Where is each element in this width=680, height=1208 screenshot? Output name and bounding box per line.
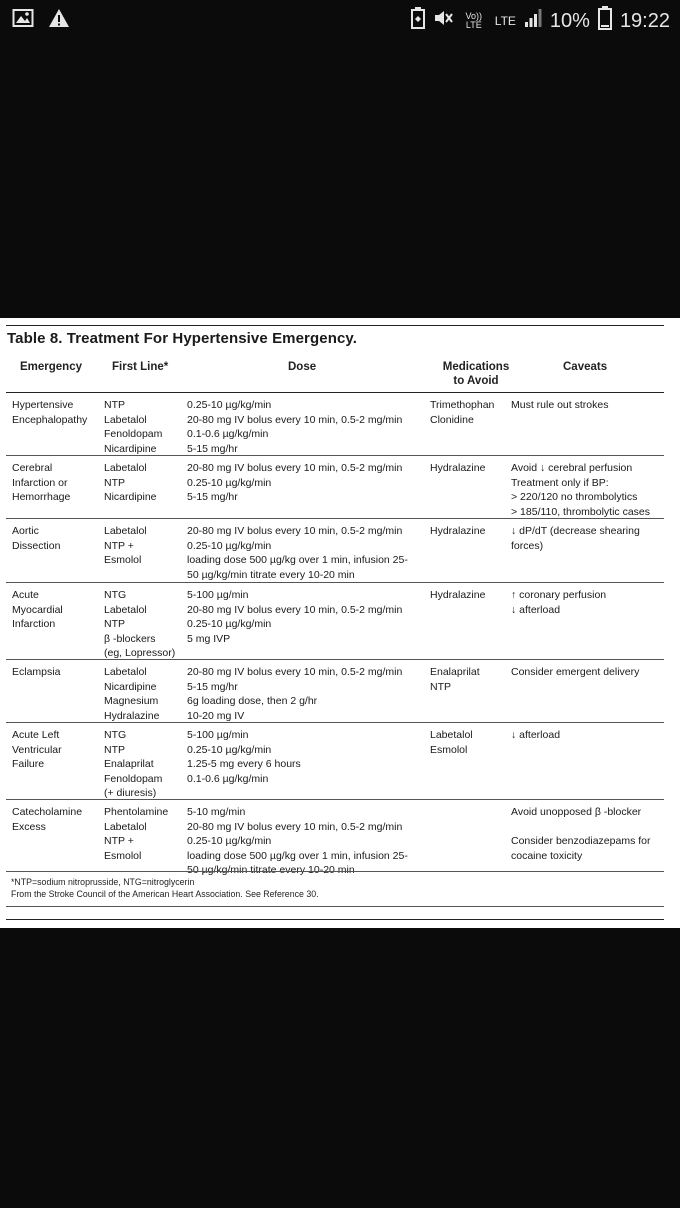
title-rule bbox=[6, 325, 664, 326]
header-emergency: Emergency bbox=[20, 361, 83, 373]
cell-avoid: Enalaprilat NTP bbox=[430, 666, 480, 693]
header-avoid: Medications to Avoid bbox=[442, 361, 510, 387]
image-icon bbox=[12, 8, 34, 33]
bottom-rule bbox=[6, 906, 664, 907]
cell-first-line: NTG NTP Enalaprilat Fenoldopam (+ diuresis) bbox=[104, 729, 163, 799]
cell-avoid: Labetalol Esmolol bbox=[430, 729, 473, 756]
header-caveats: Caveats bbox=[563, 361, 608, 373]
cell-first-line: NTP Labetalol Fenoldopam Nicardipine bbox=[104, 399, 163, 455]
cell-dose: 5-100 µg/min 0.25-10 µg/kg/min 1.25-5 mg every 6 hours 0.1-0.6 µg/kg/min bbox=[187, 729, 301, 785]
cell-dose: 20-80 mg IV bolus every 10 min, 0.5-2 mg/min 0.25-10 µg/kg/min loading dose 500 µg/kg over 1 min, infusion 25- 50 µg/kg/min titrate every 10-20 min bbox=[187, 525, 408, 581]
warning-icon bbox=[48, 8, 70, 33]
cell-emergency: Acute Myocardial Infarction bbox=[12, 589, 63, 630]
table-title: Table 8. Treatment For Hypertensive Emergency. bbox=[7, 330, 358, 347]
cell-emergency: Catecholamine Excess bbox=[12, 806, 83, 833]
cell-first-line: Labetalol Nicardipine Magnesium Hydralazine bbox=[104, 666, 160, 722]
treatment-table bbox=[6, 352, 664, 878]
cell-caveats: Must rule out strokes bbox=[511, 399, 609, 411]
header-dose: Dose bbox=[288, 361, 317, 373]
status-bar bbox=[0, 0, 680, 40]
cell-avoid: Hydralazine bbox=[430, 525, 486, 537]
cell-emergency: Acute Left Ventricular Failure bbox=[12, 729, 62, 770]
cell-first-line: Labetalol NTP Nicardipine bbox=[104, 462, 157, 503]
cell-caveats: ↓ afterload bbox=[511, 729, 561, 741]
table-row bbox=[6, 393, 664, 456]
document-image bbox=[0, 318, 680, 928]
battery-saver-icon bbox=[411, 7, 425, 35]
footer-rule bbox=[6, 871, 664, 872]
cell-caveats: ↑ coronary perfusion ↓ afterload bbox=[511, 589, 607, 616]
table-row bbox=[6, 800, 664, 878]
cell-caveats: Avoid unopposed β -blocker Consider benzodiazepams for cocaine toxicity bbox=[511, 806, 651, 862]
cell-first-line: Phentolamine Labetalol NTP + Esmolol bbox=[104, 806, 169, 862]
cell-emergency: Hypertensive Encephalopathy bbox=[12, 399, 88, 426]
table-row bbox=[6, 456, 664, 519]
mute-icon bbox=[433, 8, 453, 34]
cell-dose: 20-80 mg IV bolus every 10 min, 0.5-2 mg/min 0.25-10 µg/kg/min 5-15 mg/hr bbox=[187, 462, 403, 503]
cell-first-line: NTG Labetalol NTP β -blockers (eg, Lopressor) bbox=[104, 589, 176, 659]
battery-percent: 10% bbox=[549, 9, 590, 32]
table-row bbox=[6, 519, 664, 583]
cell-caveats: Avoid ↓ cerebral perfusion Treatment only if BP: > 220/120 no thrombolytics > 185/110, thrombolytic cases bbox=[511, 462, 651, 518]
cell-dose: 0.25-10 µg/kg/min 20-80 mg IV bolus every 10 min, 0.5-2 mg/min 0.1-0.6 µg/kg/min 5-15 mg/hr bbox=[187, 399, 403, 455]
signal-icon bbox=[524, 8, 542, 34]
table-row bbox=[6, 660, 664, 723]
clock: 19:22 bbox=[619, 9, 670, 32]
footnote-abbreviations: *NTP=sodium nitroprusside, NTG=nitroglycerin bbox=[11, 877, 195, 887]
table-row bbox=[6, 583, 664, 660]
cell-avoid: Hydralazine bbox=[430, 589, 486, 601]
footnote-source: From the Stroke Council of the American Heart Association. See Reference 30. bbox=[11, 889, 319, 899]
cell-dose: 20-80 mg IV bolus every 10 min, 0.5-2 mg/min 5-15 mg/hr 6g loading dose, then 2 g/hr 10-20 mg IV bbox=[187, 666, 403, 722]
lte-label: LTE bbox=[494, 13, 516, 28]
volte-label: Vo)) LTE bbox=[465, 11, 483, 30]
header-first-line: First Line* bbox=[112, 361, 169, 373]
bottom-rule-thick bbox=[6, 919, 664, 920]
battery-icon bbox=[598, 6, 612, 36]
cell-emergency: Eclampsia bbox=[12, 666, 61, 678]
table-header-row bbox=[6, 352, 664, 393]
cell-emergency: Aortic Dissection bbox=[12, 525, 61, 552]
cell-first-line: Labetalol NTP + Esmolol bbox=[104, 525, 147, 566]
cell-dose: 5-100 µg/min 20-80 mg IV bolus every 10 min, 0.5-2 mg/min 0.25-10 µg/kg/min 5 mg IVP bbox=[187, 589, 403, 645]
footnote bbox=[11, 876, 319, 900]
cell-avoid: Trimethophan Clonidine bbox=[430, 399, 495, 426]
cell-caveats: Consider emergent delivery bbox=[511, 666, 640, 678]
table-row bbox=[6, 723, 664, 800]
cell-avoid: Hydralazine bbox=[430, 462, 486, 474]
cell-emergency: Cerebral Infarction or Hemorrhage bbox=[12, 462, 71, 503]
cell-caveats: ↓ dP/dT (decrease shearing forces) bbox=[511, 525, 640, 552]
cell-dose: 5-10 mg/min 20-80 mg IV bolus every 10 min, 0.5-2 mg/min 0.25-10 µg/kg/min loading dose 500 µg/kg over 1 min, infusion 25- 50 µg/kg/min titrate every 10-20 min bbox=[187, 806, 408, 876]
